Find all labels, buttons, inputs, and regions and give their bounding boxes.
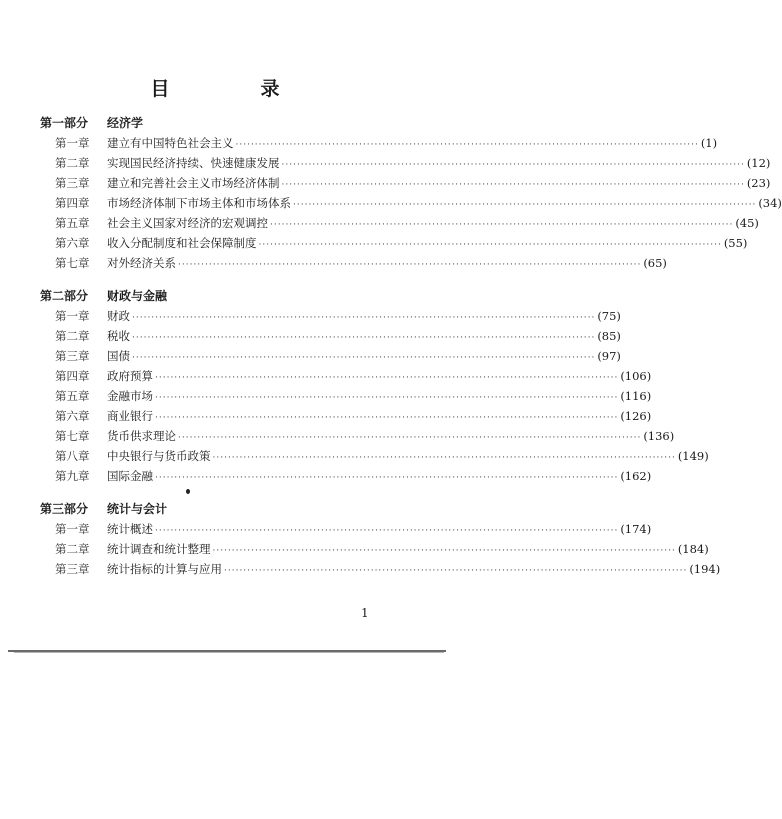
chapter-title: 实现国民经济持续、快速健康发展 bbox=[107, 156, 280, 170]
chapter-number: 第二章 bbox=[55, 542, 90, 556]
chapter-page: (1) bbox=[700, 136, 718, 150]
chapter-title: 国债 bbox=[107, 349, 130, 363]
chapter-title: 税收 bbox=[107, 329, 130, 343]
chapter-number: 第九章 bbox=[55, 469, 90, 483]
toc-entry bbox=[40, 193, 782, 213]
dot-leader: ························································································································ bbox=[178, 260, 642, 270]
chapter-number: 第六章 bbox=[55, 409, 90, 423]
toc-part bbox=[40, 286, 709, 486]
toc-part bbox=[40, 499, 721, 579]
chapter-title: 建立有中国特色社会主义 bbox=[107, 136, 234, 150]
chapter-number: 第八章 bbox=[55, 449, 90, 463]
chapter-number: 第二章 bbox=[55, 329, 90, 343]
bottom-rule-shadow bbox=[14, 652, 444, 653]
dot-leader: ························································································································ bbox=[132, 313, 596, 323]
dot-leader: ························································································································ bbox=[281, 160, 745, 170]
chapter-title: 统计概述 bbox=[107, 522, 153, 536]
chapter-page: (97) bbox=[597, 349, 621, 363]
toc-entry bbox=[40, 346, 621, 366]
toc-entry bbox=[40, 153, 771, 173]
toc-entry bbox=[40, 519, 652, 539]
chapter-title: 对外经济关系 bbox=[107, 256, 176, 270]
chapter-title: 金融市场 bbox=[107, 389, 153, 403]
part-label: 第二部分 bbox=[40, 289, 89, 303]
dot-leader: ························································································································ bbox=[212, 453, 676, 463]
chapter-number: 第三章 bbox=[55, 562, 90, 576]
chapter-page: (106) bbox=[620, 369, 652, 383]
chapter-page: (85) bbox=[597, 329, 621, 343]
dot-leader: ························································································································ bbox=[212, 546, 676, 556]
toc-entry bbox=[40, 426, 675, 446]
toc-entry bbox=[40, 133, 718, 153]
scan-speck bbox=[186, 489, 190, 494]
toc-entry bbox=[40, 406, 652, 426]
dot-leader: ························································································································ bbox=[293, 200, 757, 210]
chapter-number: 第一章 bbox=[55, 309, 90, 323]
toc-entry bbox=[40, 213, 759, 233]
chapter-title: 政府预算 bbox=[107, 369, 153, 383]
toc-title: 目 录 bbox=[150, 78, 316, 100]
dot-leader: ························································································································ bbox=[281, 180, 745, 190]
dot-leader: ························································································································ bbox=[224, 566, 688, 576]
dot-leader: ························································································································ bbox=[258, 240, 722, 250]
toc-entry bbox=[40, 539, 709, 559]
chapter-page: (12) bbox=[746, 156, 771, 170]
chapter-title: 收入分配制度和社会保障制度 bbox=[107, 236, 257, 250]
toc-entry bbox=[40, 253, 667, 273]
toc-entry bbox=[40, 366, 652, 386]
part-label: 第三部分 bbox=[40, 502, 89, 516]
chapter-title: 建立和完善社会主义市场经济体制 bbox=[107, 176, 280, 190]
chapter-number: 第五章 bbox=[55, 216, 90, 230]
chapter-page: (184) bbox=[677, 542, 709, 556]
chapter-page: (23) bbox=[746, 176, 771, 190]
chapter-number: 第六章 bbox=[55, 236, 90, 250]
toc-entry bbox=[40, 446, 709, 466]
chapter-title: 中央银行与货币政策 bbox=[107, 449, 211, 463]
chapter-title: 货币供求理论 bbox=[107, 429, 176, 443]
part-header bbox=[40, 499, 400, 519]
chapter-page: (174) bbox=[620, 522, 652, 536]
chapter-page: (45) bbox=[735, 216, 759, 230]
toc-entry bbox=[40, 326, 621, 346]
part-name: 经济学 bbox=[107, 116, 144, 130]
part-header bbox=[40, 113, 400, 133]
toc-entry bbox=[40, 386, 652, 406]
dot-leader: ························································································································ bbox=[155, 526, 619, 536]
chapter-number: 第四章 bbox=[55, 196, 90, 210]
chapter-page: (75) bbox=[597, 309, 621, 323]
dot-leader: ························································································································ bbox=[235, 140, 699, 150]
chapter-title: 财政 bbox=[107, 309, 130, 323]
chapter-page: (126) bbox=[620, 409, 652, 423]
chapter-number: 第五章 bbox=[55, 389, 90, 403]
toc-entry bbox=[40, 559, 721, 579]
dot-leader: ························································································································ bbox=[132, 353, 596, 363]
part-name: 财政与金融 bbox=[107, 289, 168, 303]
part-name: 统计与会计 bbox=[107, 502, 168, 516]
chapter-page: (55) bbox=[723, 236, 748, 250]
chapter-title: 商业银行 bbox=[107, 409, 153, 423]
chapter-title: 市场经济体制下市场主体和市场体系 bbox=[107, 196, 291, 210]
toc-part bbox=[40, 113, 782, 273]
chapter-page: (162) bbox=[620, 469, 652, 483]
chapter-title: 统计指标的计算与应用 bbox=[107, 562, 222, 576]
chapter-number: 第四章 bbox=[55, 369, 90, 383]
part-header bbox=[40, 286, 400, 306]
chapter-number: 第一章 bbox=[55, 522, 90, 536]
chapter-page: (116) bbox=[620, 389, 652, 403]
page-number: 1 bbox=[361, 606, 369, 620]
part-label: 第一部分 bbox=[40, 116, 89, 130]
toc-entry bbox=[40, 306, 621, 326]
chapter-number: 第三章 bbox=[55, 176, 90, 190]
chapter-page: (34) bbox=[758, 196, 782, 210]
chapter-title: 社会主义国家对经济的宏观调控 bbox=[107, 216, 268, 230]
chapter-page: (136) bbox=[643, 429, 675, 443]
chapter-title: 统计调查和统计整理 bbox=[107, 542, 211, 556]
dot-leader: ························································································································ bbox=[155, 393, 619, 403]
chapter-number: 第二章 bbox=[55, 156, 90, 170]
chapter-number: 第三章 bbox=[55, 349, 90, 363]
chapter-page: (149) bbox=[677, 449, 709, 463]
chapter-number: 第一章 bbox=[55, 136, 90, 150]
table-of-contents bbox=[40, 113, 782, 592]
toc-entry bbox=[40, 233, 748, 253]
chapter-page: (194) bbox=[689, 562, 721, 576]
chapter-number: 第七章 bbox=[55, 256, 90, 270]
dot-leader: ························································································································ bbox=[270, 220, 734, 230]
dot-leader: ························································································································ bbox=[155, 473, 619, 483]
toc-entry bbox=[40, 173, 771, 193]
dot-leader: ························································································································ bbox=[155, 373, 619, 383]
chapter-page: (65) bbox=[643, 256, 667, 270]
toc-entry bbox=[40, 466, 652, 486]
dot-leader: ························································································································ bbox=[132, 333, 596, 343]
dot-leader: ························································································································ bbox=[178, 433, 642, 443]
dot-leader: ························································································································ bbox=[155, 413, 619, 423]
chapter-number: 第七章 bbox=[55, 429, 90, 443]
chapter-title: 国际金融 bbox=[107, 469, 153, 483]
